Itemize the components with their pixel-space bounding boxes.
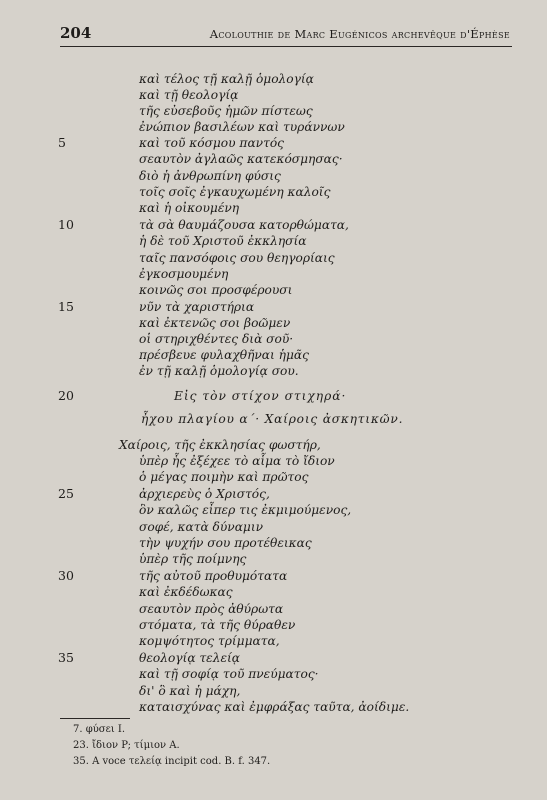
verse-line: κοινῶς σοι προσφέρουσι xyxy=(139,283,293,297)
line-number: 5 xyxy=(58,135,66,150)
line-number: 15 xyxy=(58,299,74,314)
hymn-line: θεολογίᾳ τελείᾳ xyxy=(139,651,240,665)
verse-line: ἐγκοσμουμένη xyxy=(139,267,229,281)
verse-line: ταῖς πανσόφοις σου θεηγορίαις xyxy=(139,251,335,265)
hymn-line: σοφέ, κατὰ δύναμιν xyxy=(139,520,264,534)
footnote: 23. ἴδιον P; τίμιον A. xyxy=(73,740,180,751)
page-number: 204 xyxy=(60,24,92,42)
verse-line: νῦν τὰ χαριστήρια xyxy=(139,300,255,314)
footnote: 35. A voce τελείᾳ incipit cod. B. f. 347. xyxy=(73,756,271,767)
verse-line: καὶ ἐκτενῶς σοι βοῶμεν xyxy=(139,316,291,330)
hymn-line: σεαυτὸν πρὸς ἀθύρωτα xyxy=(139,602,284,616)
stichera-heading-line2: ἦχου πλαγίου α΄· Χαίροις ἀσκητικῶν. xyxy=(141,412,404,426)
hymn-line: Χαίροις, τῆς ἐκκλησίας φωστήρ, xyxy=(119,438,321,452)
verse-line: ἐν τῇ καλῇ ὁμολογίᾳ σου. xyxy=(139,364,299,378)
verse-line: σεαυτὸν ἀγλαῶς κατεκόσμησας· xyxy=(139,152,343,166)
verse-line: ἐνώπιον βασιλέων καὶ τυράννων xyxy=(139,120,345,134)
line-number: 10 xyxy=(58,217,74,232)
verse-line: τῆς εὐσεβοῦς ἡμῶν πίστεως xyxy=(139,104,313,118)
verse-line: ἡ δὲ τοῦ Χριστοῦ ἐκκλησία xyxy=(139,234,307,248)
header-rule xyxy=(60,46,512,47)
line-number: 30 xyxy=(58,568,74,583)
verse-line: καὶ ἡ οἰκουμένη xyxy=(139,201,240,215)
hymn-line: ὑπὲρ τῆς ποίμνης xyxy=(139,552,247,566)
hymn-line: καταισχύνας καὶ ἐμφράξας ταῦτα, ἀοίδιμε. xyxy=(139,700,410,714)
stichera-heading-line1: Εἰς τὸν στίχον στιχηρά· xyxy=(174,389,347,403)
verse-line: τοῖς σοῖς ἐγκαυχωμένη καλοῖς xyxy=(139,185,331,199)
line-number: 35 xyxy=(58,650,74,665)
hymn-line: ὑπὲρ ἧς ἐξέχεε τὸ αἷμα τὸ ἴδιον xyxy=(139,454,335,468)
hymn-line: τὴν ψυχήν σου προτέθεικας xyxy=(139,536,312,550)
verse-line: πρέσβευε φυλαχθῆναι ἡμᾶς xyxy=(139,348,309,362)
verse-line: καὶ τῇ θεολογίᾳ xyxy=(139,88,239,102)
hymn-line: ὃν καλῶς εἶπερ τις ἐκμιμούμενος, xyxy=(139,503,352,517)
hymn-line: τῆς αὐτοῦ προθυμότατα xyxy=(139,569,288,583)
hymn-line: δι' ὃ καὶ ἡ μάχη, xyxy=(139,684,241,698)
footnote: 7. φύσει I. xyxy=(73,724,126,735)
hymn-line: ἀρχιερεὺς ὁ Χριστός, xyxy=(139,487,270,501)
verse-line: τὰ σὰ θαυμάζουσα κατορθώματα, xyxy=(139,218,349,232)
hymn-line: ὁ μέγας ποιμὴν καὶ πρῶτος xyxy=(139,470,309,484)
hymn-line: στόματα, τὰ τῆς θύραθεν xyxy=(139,618,296,632)
hymn-line: καὶ τῇ σοφίᾳ τοῦ πνεύματος· xyxy=(139,667,319,681)
running-head: Acolouthie de Marc Eugénicos archevêque d'Éphèse xyxy=(209,27,510,41)
line-number: 25 xyxy=(58,486,74,501)
footnote-rule xyxy=(60,718,130,719)
verse-line: καὶ τοῦ κόσμου παντός xyxy=(139,136,284,150)
verse-line: διὸ ἡ ἀνθρωπίνη φύσις xyxy=(139,169,281,183)
line-number: 20 xyxy=(58,388,74,403)
hymn-line: κομψότητος τρίμματα, xyxy=(139,634,280,648)
page-header xyxy=(60,24,510,46)
verse-line: καὶ τέλος τῇ καλῇ ὁμολογίᾳ xyxy=(139,72,314,86)
verse-line: οἱ στηριχθέντες διὰ σοῦ· xyxy=(139,332,294,346)
hymn-line: καὶ ἐκδέδωκας xyxy=(139,585,233,599)
